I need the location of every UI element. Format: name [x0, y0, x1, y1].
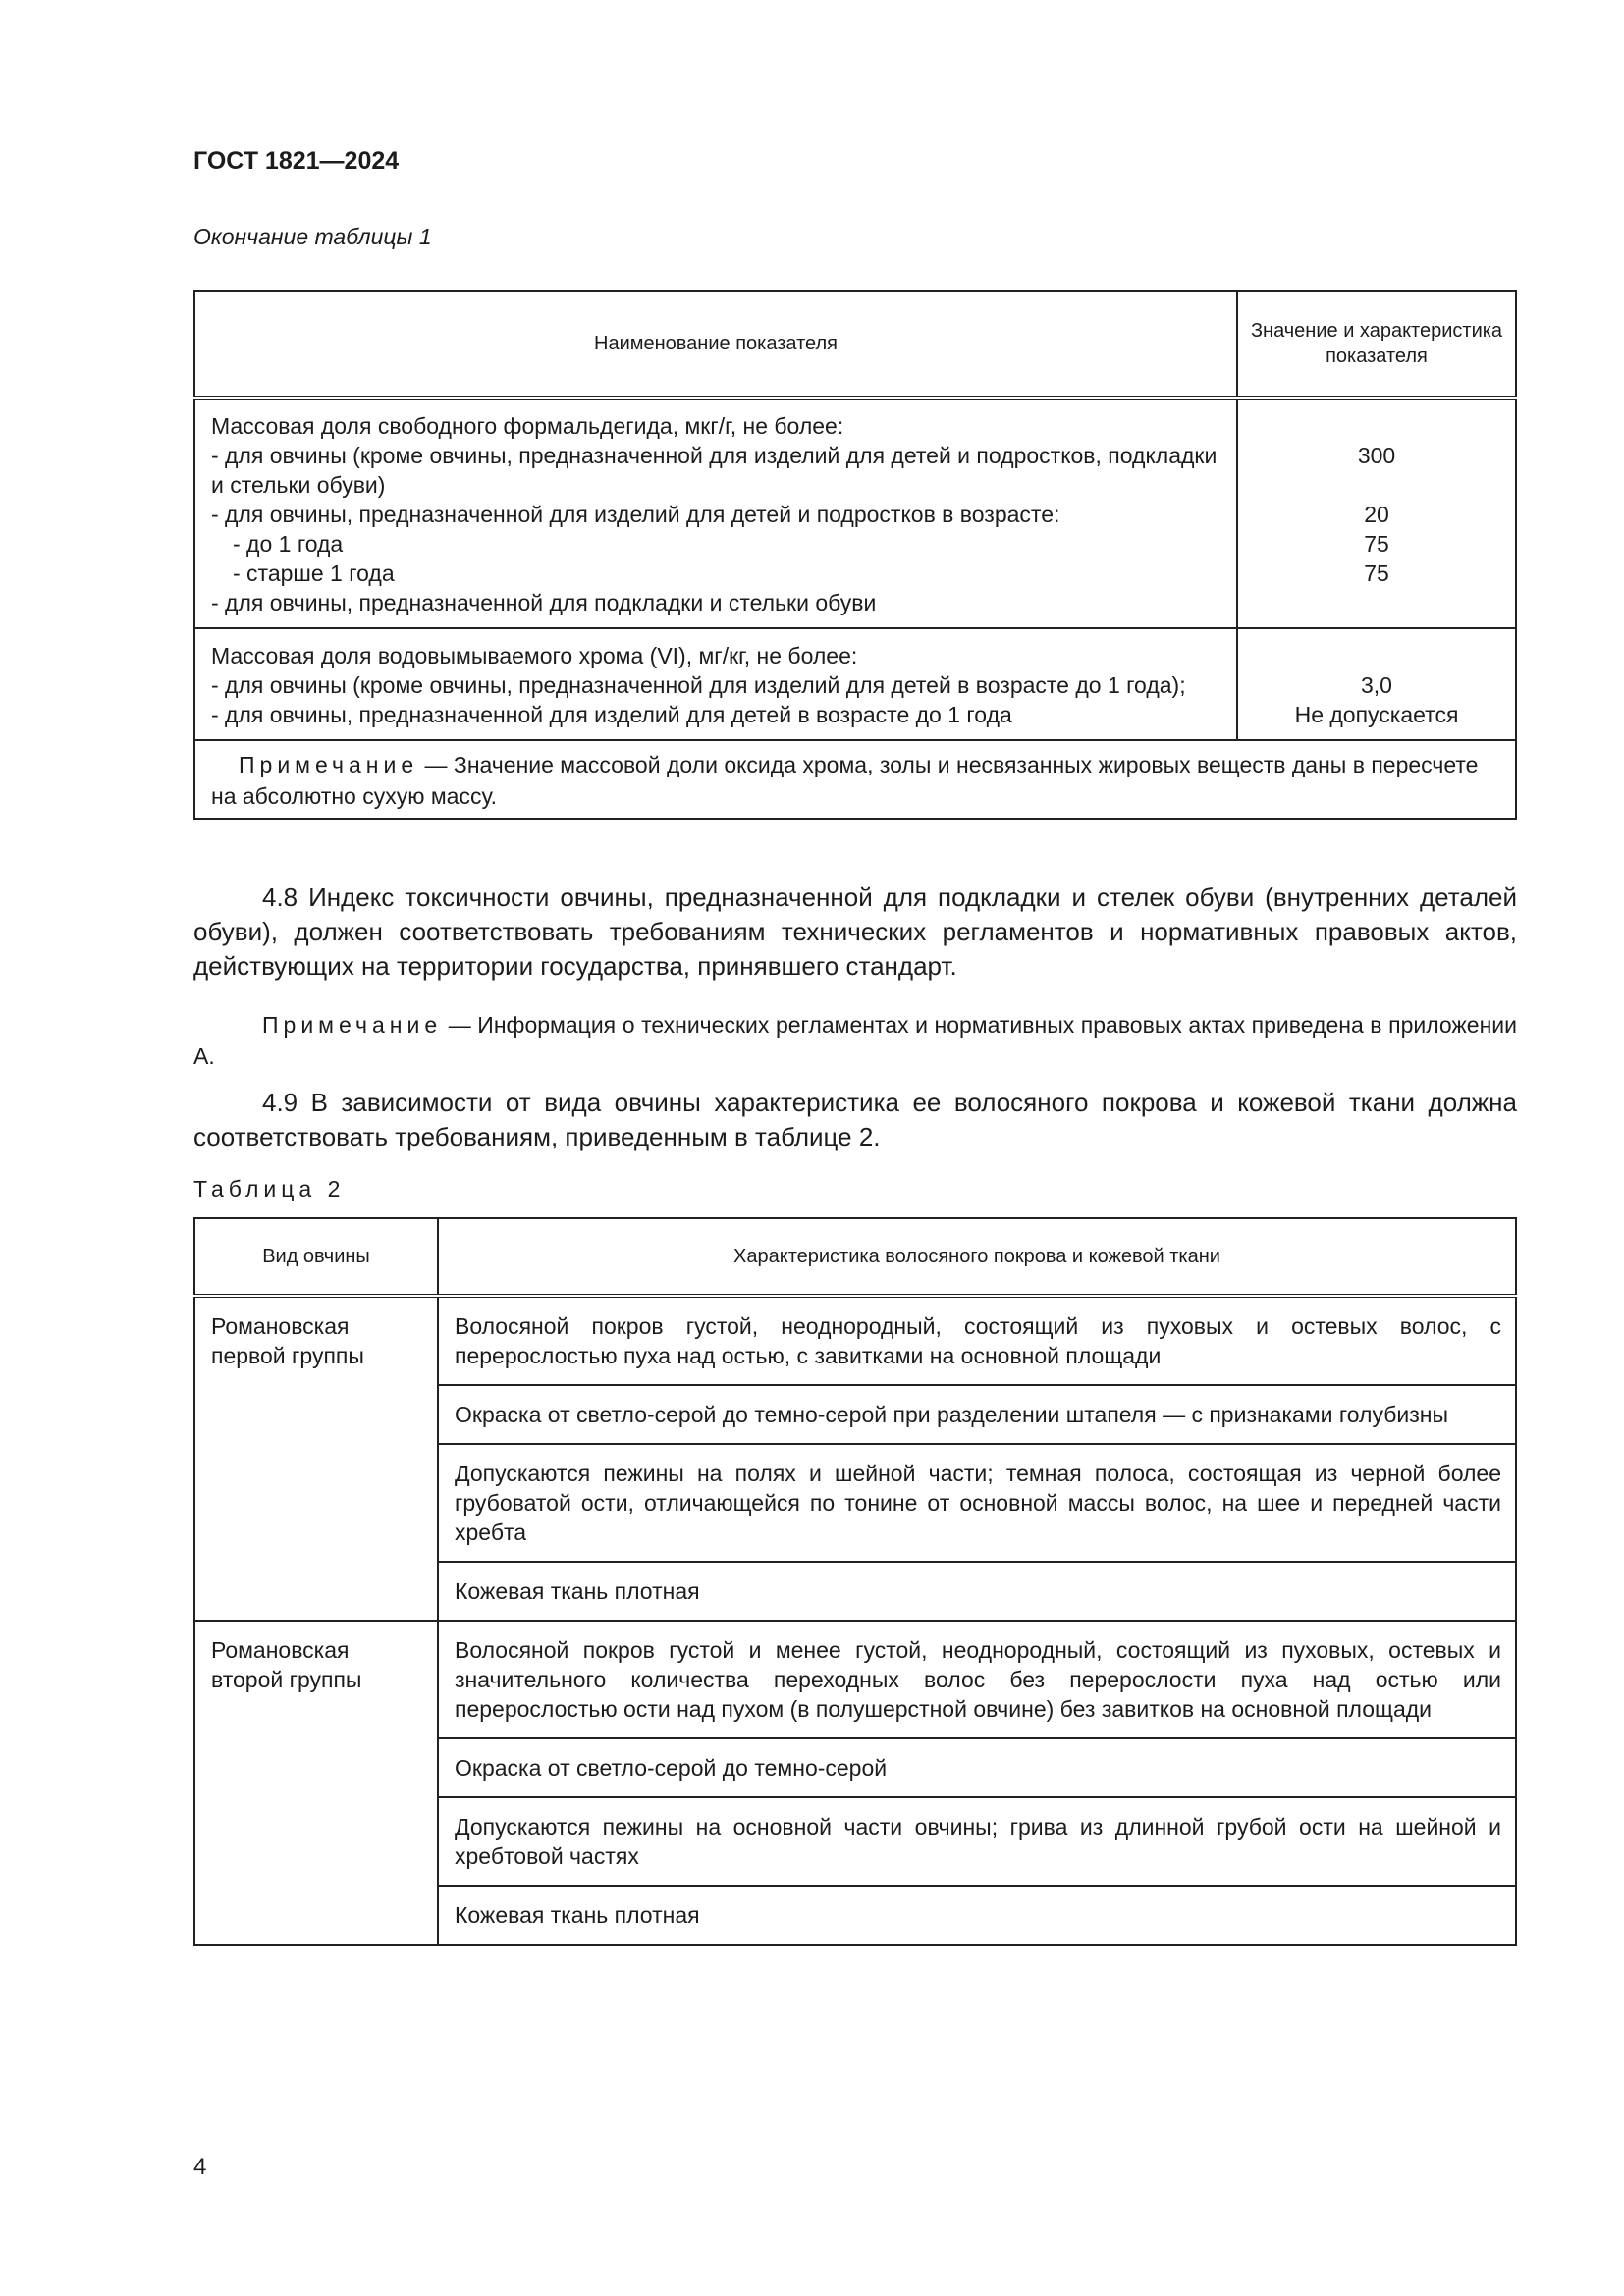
table1-row-chromium: [194, 628, 1237, 740]
table2-caption: Таблица 2: [193, 1176, 346, 1201]
table2-col-kind: Вид овчины: [194, 1218, 438, 1296]
table-row: [194, 740, 1516, 819]
table1-values-chromium: [1237, 628, 1516, 740]
table-2: [193, 1217, 1517, 1946]
characteristic-cell: Волосяной покров густой и менее густой, неоднородный, состоящий из пуховых, остевых и значительного количества переходных волос без перерослости пуха над остью или перерослостью ости над пухом (в полушерстной овчине) без завитков на основной площади: [438, 1621, 1516, 1738]
indicator-line: - для овчины (кроме овчины, предназначенной для изделий для детей и подростков, подкладки и стельки обуви): [211, 443, 1218, 498]
note-label: Примечание: [262, 1012, 443, 1038]
indicator-line: - для овчины (кроме овчины, предназначенной для изделий для детей в возрасте до 1 года);: [211, 672, 1186, 698]
paragraph-4-8: 4.8 Индекс токсичности овчины, предназначенной для подкладки и стелек обуви (внутренних деталей обуви), должен соответствовать требованиям технических регламентов и нормативных правовых актов, действующих на территории государства, принявшего стандарт.: [193, 882, 1517, 981]
paragraph-4-8-note: [193, 1009, 1517, 1072]
table-row: [194, 628, 1516, 740]
characteristic-cell: Кожевая ткань плотная: [438, 1562, 1516, 1621]
paragraph-4-9: 4.9 В зависимости от вида овчины характеристика ее волосяного покрова и кожевой ткани должна соответствовать требованиям, приведенным в таблице 2.: [193, 1088, 1517, 1151]
table-1: [193, 290, 1517, 820]
table1-row-formaldehyde: [194, 398, 1237, 628]
indicator-line: - до 1 года: [233, 531, 344, 557]
indicator-title: Массовая доля свободного формальдегида, мкг/г, не более:: [211, 413, 844, 439]
table-row: [194, 1296, 1516, 1385]
value-cell: 75: [1364, 561, 1389, 586]
table1-values-formaldehyde: [1237, 398, 1516, 628]
table1-header-row: [194, 291, 1516, 398]
value-cell: Не допускается: [1294, 702, 1459, 727]
characteristic-cell: Допускаются пежины на основной части овчины; грива из длинной грубой ости на шейной и хребтовой частях: [438, 1797, 1516, 1886]
table2-col-characteristics: Характеристика волосяного покрова и кожевой ткани: [438, 1218, 1516, 1296]
characteristic-cell: Допускаются пежины на полях и шейной части; темная полоса, состоящая из черной более грубоватой ости, отличающейся по тонине от основной массы волос, на шее и передней части хребта: [438, 1444, 1516, 1562]
document-header: ГОСТ 1821—2024: [193, 147, 400, 175]
characteristic-cell: Окраска от светло-серой до темно-серой при разделении штапеля — с признаками голубизны: [438, 1385, 1516, 1444]
page-number: 4: [193, 2154, 207, 2180]
value-cell: 300: [1357, 443, 1396, 468]
sheepskin-kind: Романовская второй группы: [194, 1621, 438, 1945]
sheepskin-kind: Романовская первой группы: [194, 1296, 438, 1621]
note-text: — Информация о технических регламентах и нормативных правовых актах приведена в приложении А.: [193, 1012, 1517, 1069]
characteristic-cell: Окраска от светло-серой до темно-серой: [438, 1738, 1516, 1797]
table1-col-name: Наименование показателя: [194, 291, 1237, 398]
indicator-title: Массовая доля водовымываемого хрома (VI), мг/кг, не более:: [211, 643, 858, 668]
table-row: [194, 1621, 1516, 1738]
note-text: — Значение массовой доли оксида хрома, золы и несвязанных жировых веществ даны в пересчете на абсолютно сухую массу.: [211, 752, 1479, 809]
indicator-line: - для овчины, предназначенной для изделий для детей в возрасте до 1 года: [211, 702, 1012, 727]
indicator-line: - старше 1 года: [233, 561, 395, 586]
value-cell: 75: [1364, 531, 1389, 557]
characteristic-cell: Кожевая ткань плотная: [438, 1886, 1516, 1945]
value-cell: 3,0: [1361, 672, 1392, 698]
table1-continuation-caption: Окончание таблицы 1: [193, 224, 432, 249]
indicator-line: - для овчины, предназначенной для подкладки и стельки обуви: [211, 590, 877, 615]
table-row: [194, 398, 1516, 628]
indicator-line: - для овчины, предназначенной для изделий для детей и подростков в возрасте:: [211, 502, 1060, 527]
note-label: Примечание: [239, 752, 419, 777]
table1-col-value: Значение и характеристика показателя: [1237, 291, 1516, 398]
characteristic-cell: Волосяной покров густой, неоднородный, состоящий из пуховых и остевых волос, с перерослостью пуха над остью, с завитками на основной площади: [438, 1296, 1516, 1385]
value-cell: 20: [1364, 502, 1389, 527]
table1-note: [194, 740, 1516, 819]
table2-header-row: [194, 1218, 1516, 1296]
